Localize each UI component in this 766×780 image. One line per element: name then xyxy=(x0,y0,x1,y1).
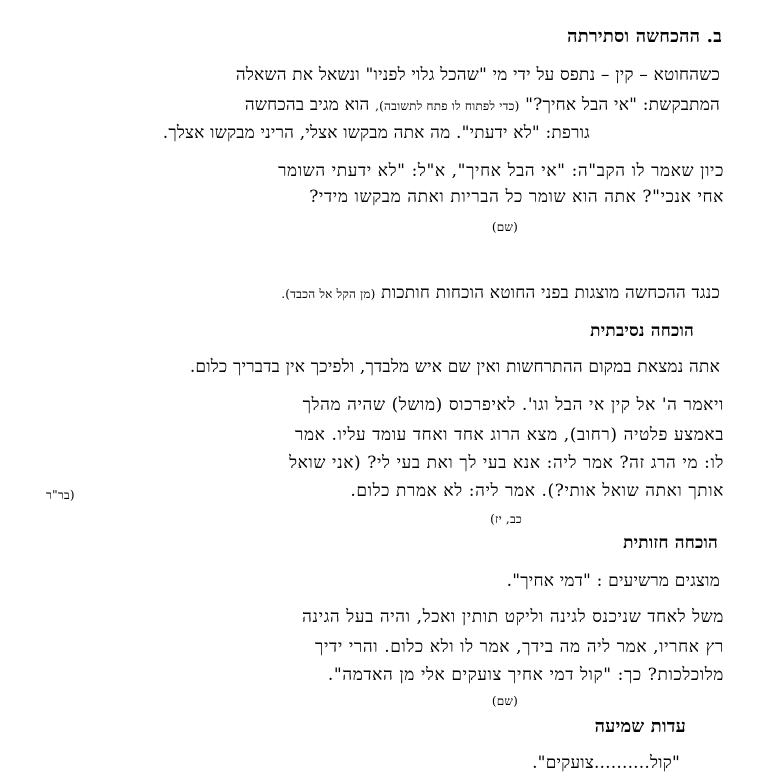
quote-1-line-2: אחי אנכי"? אתה הוא שומר כל הבריות ואתה מבקשו מידי? xyxy=(309,187,724,207)
quote-2-source-1: (בר"ר xyxy=(46,488,75,502)
intro-line-2 xyxy=(245,94,720,117)
visual-heading: הוכחה חזותית xyxy=(623,533,718,553)
proofs-intro-text: כנגד ההכחשה מוצגות בפני החוטא הוכחות חותכות xyxy=(381,283,720,303)
intro-line-2-paren: (כדי לפתוח לו פתח לתשובה), xyxy=(375,99,520,113)
visual-text: מוצגים מרשיעים : "דמי אחיך". xyxy=(506,571,720,591)
quote-2-source-2: כב, יז) xyxy=(490,512,522,526)
proofs-intro-paren: (מן הקל אל הכבד). xyxy=(281,287,376,301)
quote-1-source: (שם) xyxy=(491,220,518,234)
proofs-intro xyxy=(281,282,720,305)
intro-line-1: כשהחוטא – קין – נתפס על ידי מי "שהכל גלוי לפניו" ונשאל את השאלה xyxy=(235,65,720,85)
quote-2-line-4: אותך ואתה שואל אותי?). אמר ליה: לא אמרת כלום. xyxy=(350,481,724,501)
intro-line-2-end: הוא מגיב בהכחשה xyxy=(244,95,370,115)
circumstantial-heading: הוכחה נסיבתית xyxy=(590,321,694,341)
quote-2-line-1: ויאמר ה' אל קין אי הבל וגו'. לאיפרכוס (מושל) שהיה מהלך xyxy=(302,395,724,415)
quote-3-source: (שם) xyxy=(491,694,518,708)
intro-line-2-main: המתבקשת: "אי הבל אחיך?" xyxy=(525,95,720,115)
quote-1-line-1: כיון שאמר לו הקב"ה: "אי הבל אחיך", א"ל: "לא ידעתי השומר xyxy=(278,161,724,181)
hearing-quote: "קול..........צועקים". xyxy=(532,753,680,773)
section-title: ב. ההכחשה וסתירתה xyxy=(567,26,722,47)
quote-3-line-3: מלוכלכות? כך: "קול דמי אחיך צועקים אלי מן האדמה". xyxy=(327,665,724,685)
quote-2-line-3: לו: מי הרג זה? אמר ליה: אנא בעי לך ואת בעי לי? (אני שואל xyxy=(289,453,724,473)
quote-3-line-1: משל לאחד שניכנס לגינה וליקט תותין ואכל, והיה בעל הגינה xyxy=(302,607,724,627)
quote-3-line-2: רץ אחריו, אמר ליה מה בידך, אמר לו ולא כלום. והרי ידיך xyxy=(315,637,724,657)
hearing-heading: עדות שמיעה xyxy=(594,716,686,737)
circumstantial-text: אתה נמצאת במקום ההתרחשות ואין שם איש מלבדך, ולפיכך אין בדבריך כלום. xyxy=(189,357,720,377)
quote-2-line-2: באמצע פלטיה (רחוב), מצא הרוג אחד ואחד עומד עליו. אמר xyxy=(295,425,724,445)
intro-line-3: גורפת: "לא ידעתי". מה אתה מבקשו אצלי, הריני מבקשו אצלך. xyxy=(162,123,590,143)
